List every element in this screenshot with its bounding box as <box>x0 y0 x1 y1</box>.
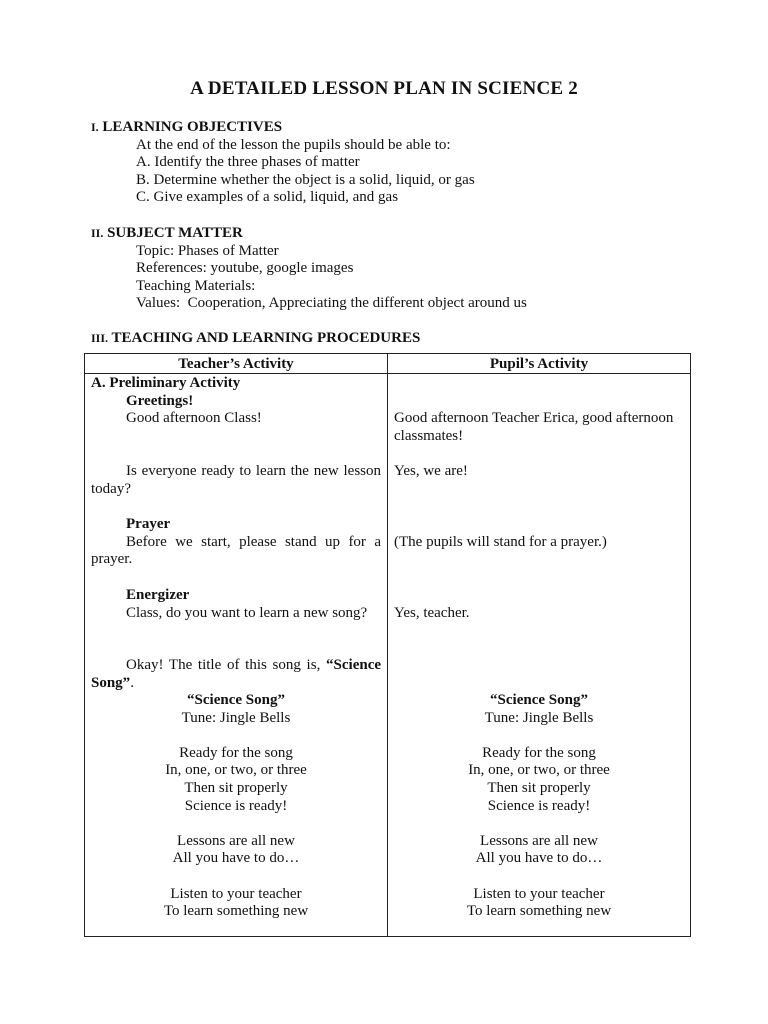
document-title: A DETAILED LESSON PLAN IN SCIENCE 2 <box>190 78 578 99</box>
subject-matter-section <box>91 225 691 313</box>
pupil-activity-cell <box>388 374 691 937</box>
song-lyrics-teacher <box>91 692 381 921</box>
column-header-teacher: Teacher’s Activity <box>85 354 388 374</box>
song-line: All you have to do… <box>475 850 603 867</box>
energizer-block <box>91 587 381 622</box>
learning-objectives-section <box>91 119 691 207</box>
preliminary-heading: A. Preliminary Activity <box>91 375 241 391</box>
procedures-section <box>91 330 691 348</box>
objective-item: A. Identify the three phases of matter <box>136 154 360 171</box>
song-line: Lessons are all new <box>177 832 295 849</box>
prayer-block <box>91 516 381 569</box>
greetings-label: Greetings! <box>126 392 194 409</box>
subject-topic: Topic: Phases of Matter <box>136 242 279 259</box>
objective-item: B. Determine whether the object is a solid, liquid, or gas <box>136 171 475 188</box>
song-intro-title: “Science Song” <box>91 657 382 691</box>
table-row <box>85 374 691 937</box>
song-line: Listen to your teacher <box>170 885 302 902</box>
song-line: In, one, or two, or three <box>468 762 610 779</box>
subject-references: References: youtube, google images <box>136 260 354 277</box>
song-line: Ready for the song <box>482 744 596 761</box>
section-heading-objectives <box>91 119 691 137</box>
objectives-intro: At the end of the lesson the pupils should be able to: <box>136 136 451 153</box>
song-line: Then sit properly <box>184 779 288 796</box>
song-tune: Tune: Jingle Bells <box>484 709 594 726</box>
section-heading-subject-matter <box>91 225 691 243</box>
section-number: II. <box>91 226 104 240</box>
section-title: LEARNING OBJECTIVES <box>102 119 283 135</box>
subject-materials: Teaching Materials: <box>136 277 256 294</box>
section-title: SUBJECT MATTER <box>107 225 243 241</box>
song-line: Ready for the song <box>179 744 293 761</box>
song-line: To learn something new <box>163 903 309 920</box>
column-header-pupil: Pupil’s Activity <box>388 354 691 374</box>
song-intro-line <box>91 657 381 692</box>
song-line: In, one, or two, or three <box>165 762 307 779</box>
section-heading-procedures <box>91 330 691 348</box>
song-lyrics-pupil <box>394 692 684 921</box>
song-line: To learn something new <box>466 903 612 920</box>
song-intro-period: . <box>130 674 134 691</box>
song-title: “Science Song” <box>187 692 285 708</box>
energizer-label: Energizer <box>126 587 190 603</box>
ready-reply: Yes, we are! <box>394 463 468 479</box>
table-header-row <box>85 354 691 374</box>
procedures-table <box>84 353 691 937</box>
song-intro-text: Okay! The title of this song is, <box>126 657 321 673</box>
ready-line: Is everyone ready to learn the new lesson today? <box>91 463 381 497</box>
song-line: Listen to your teacher <box>473 885 605 902</box>
energizer-line: Class, do you want to learn a new song? <box>126 604 368 621</box>
section-number: III. <box>91 331 109 345</box>
prayer-reply: (The pupils will stand for a prayer.) <box>394 534 607 550</box>
energizer-reply: Yes, teacher. <box>394 605 470 621</box>
prayer-line: Before we start, please stand up for a prayer. <box>91 533 381 568</box>
song-line: All you have to do… <box>172 850 300 867</box>
song-tune: Tune: Jingle Bells <box>181 709 291 726</box>
prayer-label: Prayer <box>126 516 171 532</box>
song-title: “Science Song” <box>490 692 588 708</box>
section-title: TEACHING AND LEARNING PROCEDURES <box>111 330 421 346</box>
preliminary-block <box>91 375 381 428</box>
song-line: Then sit properly <box>487 779 591 796</box>
subject-values: Values: Cooperation, Appreciating the different object around us <box>136 295 527 312</box>
objective-item: C. Give examples of a solid, liquid, and gas <box>136 189 399 206</box>
teacher-activity-cell <box>85 374 388 937</box>
greetings-line: Good afternoon Class! <box>126 410 262 427</box>
section-number: I. <box>91 120 99 134</box>
song-line: Lessons are all new <box>480 832 598 849</box>
song-line: Science is ready! <box>184 797 288 814</box>
song-line: Science is ready! <box>487 797 591 814</box>
greetings-reply: Good afternoon Teacher Erica, good afternoon classmates! <box>394 410 674 444</box>
